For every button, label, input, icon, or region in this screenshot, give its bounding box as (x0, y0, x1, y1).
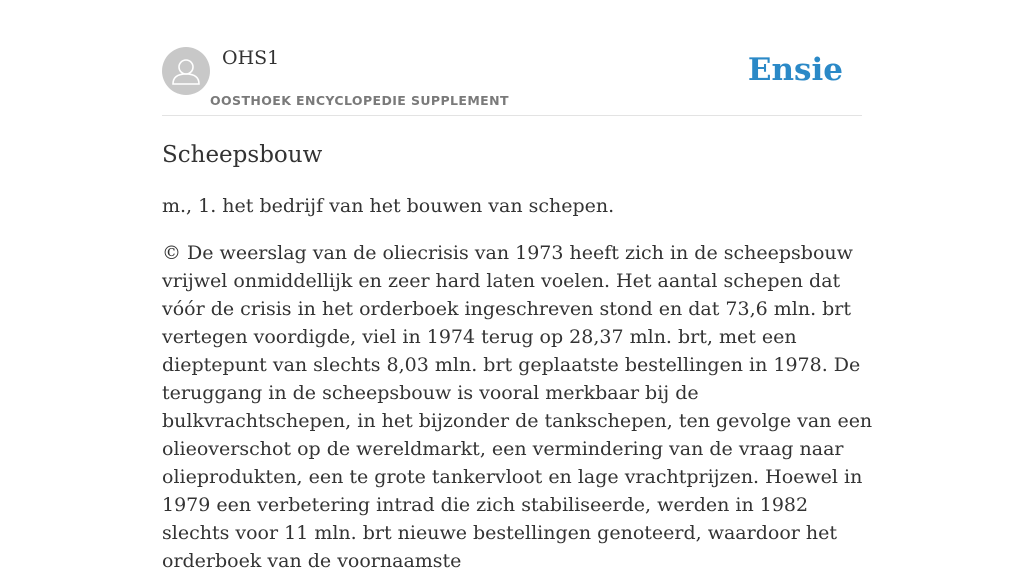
header-divider (162, 115, 862, 116)
source-name[interactable]: OOSTHOEK ENCYCLOPEDIE SUPPLEMENT (210, 93, 509, 108)
entry-body: © De weerslag van de oliecrisis van 1973 heeft zich in de scheepsbouw vrijwel onmiddellijk en zeer hard laten voelen. Het aantal schepen dat vóór de crisis in het orderboek ingeschreven stond en dat 73,6 mln. brt vertegen voordigde, viel in 1974 terug op 28,37 mln. brt, met een dieptepunt van slechts 8,03 mln. brt geplaatste bestellingen in 1978. De teruggang in de scheepsbouw is vooral merkbaar bij de bulkvrachtschepen, in het bijzonder de tankschepen, ten gevolge van een olieoverschot op de wereldmarkt, een vermindering van de vraag naar olieprodukten, een te grote tankervloot en lage vrachtprijzen. Hoewel in 1979 een verbetering intrad die zich stabiliseerde, werden in 1982 slechts voor 11 mln. brt nieuwe bestellingen genoteerd, waardoor het orderboek van de voornaamste (162, 242, 873, 572)
entry-definition: m., 1. het bedrijf van het bouwen van schepen. (162, 195, 615, 217)
entry-title: Scheepsbouw (162, 142, 323, 168)
user-avatar-icon[interactable] (162, 47, 210, 95)
author-name[interactable]: OHS1 (222, 47, 280, 69)
brand-logo[interactable]: Ensie (747, 52, 843, 88)
